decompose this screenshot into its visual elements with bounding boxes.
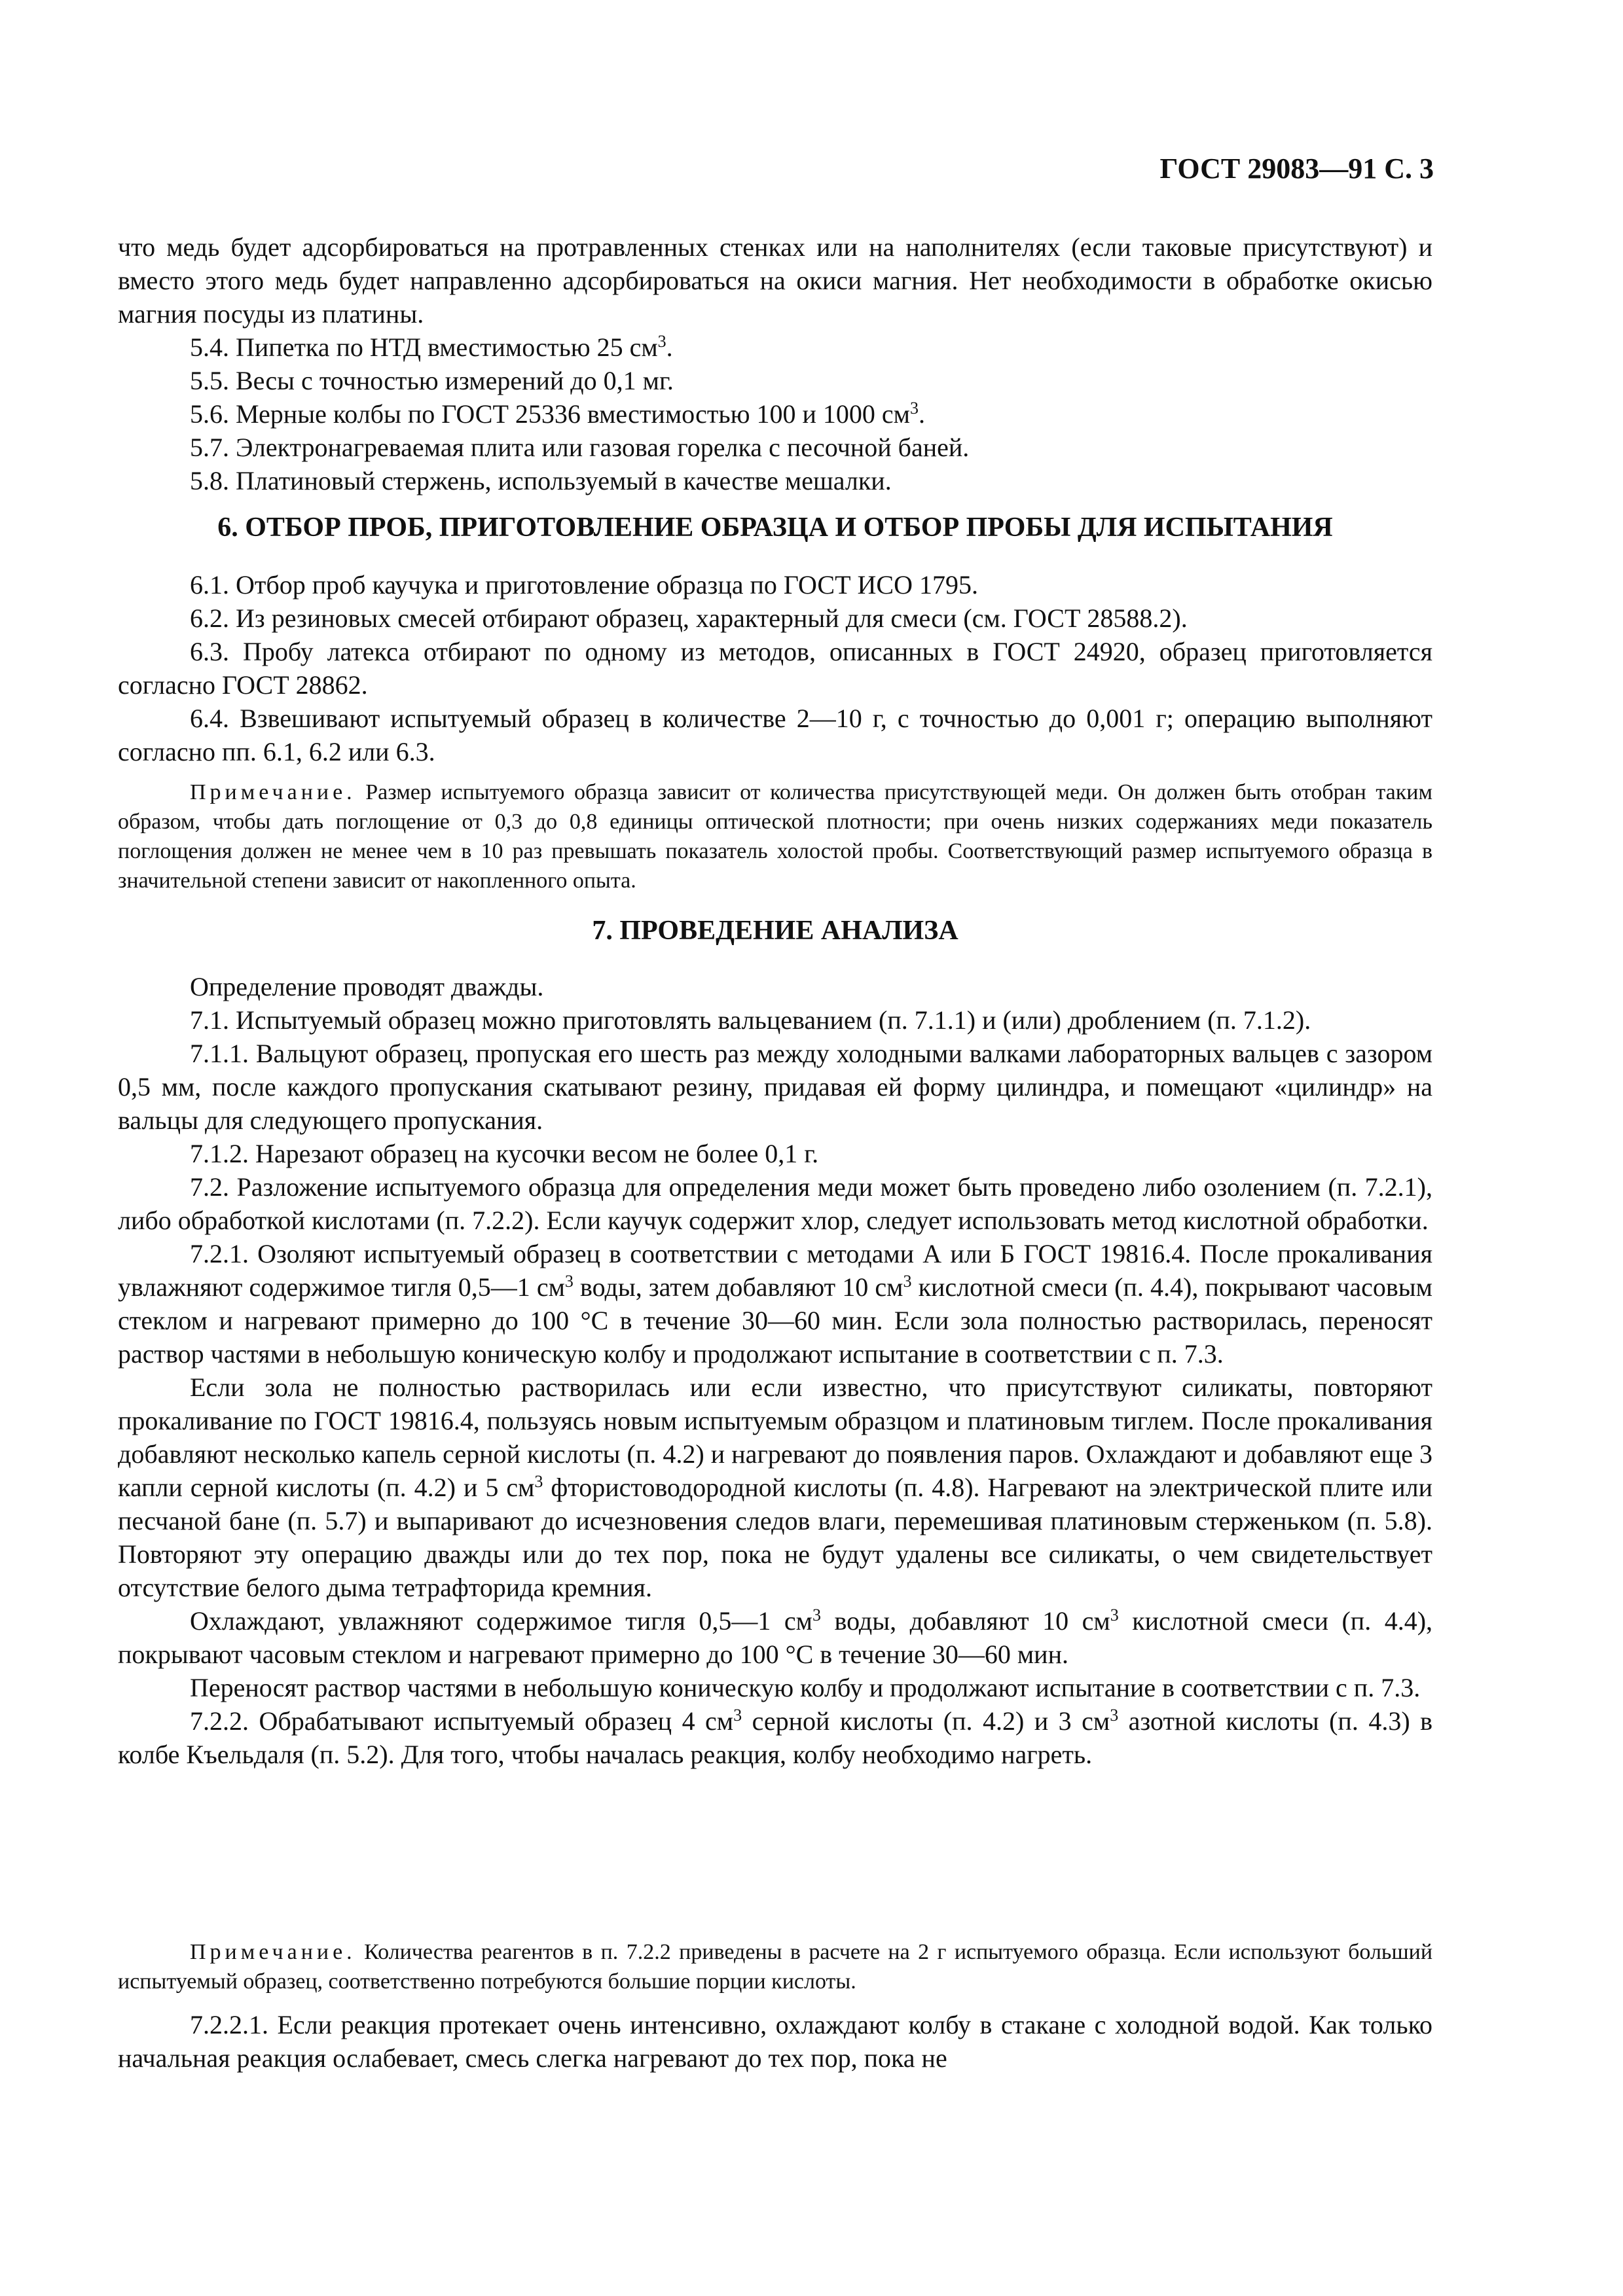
section-6-body: [118, 568, 1432, 768]
note-2-block: [118, 1937, 1432, 1996]
section-7-body: [118, 970, 1432, 1771]
paragraph-6-3: 6.3. Пробу латекса отбирают по одному из методов, описанных в ГОСТ 24920, образец приготовляется согласно ГОСТ 28862.: [118, 637, 1432, 700]
section-5-block: [118, 230, 1432, 497]
paragraph-7-2-1: 7.2.1. Озоляют испытуемый образец в соответствии с методами А или Б ГОСТ 19816.4. После прокаливания увлажняют содержимое тигля 0,5—1 $см^3$ воды, затем добавляют 10 $см^3$ кислотной смеси (п. 4.4), покрывают часовым стеклом и нагревают примерно до 100 °С в течение 30—60 мин. Если зола полностью растворилась, переносят раствор частями в небольшую коническую колбу и продолжают испытание в соответствии с п. 7.3.: [118, 1239, 1432, 1369]
section-7-heading-block: [118, 914, 1432, 948]
section-6-block: [118, 511, 1432, 545]
note-1: Примечание. Размер испытуемого образца зависит от количества присутствующей меди. Он должен быть отобран таким образом, чтобы дать поглощение от 0,3 до 0,8 единицы оптической плотности; при очень низких содержаниях меди показатель поглощения должен не менее чем в 10 раз превышать показатель холостой пробы. Соответствующий размер испытуемого образца в значительной степени зависит от накопленного опыта.: [118, 780, 1432, 893]
paragraph-5-8: 5.8. Платиновый стержень, используемый в качестве мешалки.: [190, 466, 892, 495]
section-7-heading: 7. ПРОВЕДЕНИЕ АНАЛИЗА: [592, 916, 958, 946]
paragraph-5-7: 5.7. Электронагреваемая плита или газовая горелка с песочной баней.: [190, 433, 970, 462]
paragraph-7-1-1: 7.1.1. Вальцуют образец, пропуская его шесть раз между холодными валками лабораторных вальцев с зазором 0,5 мм, после каждого пропускания скатывают резину, придавая ей форму цилиндра, и помещают «цилиндр» на вальцы для следующего пропускания.: [118, 1039, 1432, 1135]
paragraph-6-2: 6.2. Из резиновых смесей отбирают образец, характерный для смеси (см. ГОСТ 28588.2).: [190, 603, 1188, 633]
paragraph-7-1-2: 7.1.2. Нарезают образец на кусочки весом не более 0,1 г.: [190, 1139, 819, 1168]
paragraph-7-2-1-cooling: Охлаждают, увлажняют содержимое тигля 0,5—1 $см^3$ воды, добавляют 10 $см^3$ кислотной смеси (п. 4.4), покрывают часовым стеклом и нагревают примерно до 100 °С в течение 30—60 мин.: [118, 1605, 1433, 1669]
paragraph-6-4: 6.4. Взвешивают испытуемый образец в количестве 2—10 г, с точностью до 0,001 г; операцию выполняют согласно пп. 6.1, 6.2 или 6.3.: [118, 704, 1432, 766]
note-1-block: [118, 778, 1432, 895]
note-label: Примечание.: [190, 780, 356, 804]
paragraph-5-6: 5.6. Мерные колбы по ГОСТ 25336 вместимостью 100 и 1000 $см^3$.: [190, 399, 925, 429]
page-header: ГОСТ 29083—91 С. 3: [1159, 152, 1434, 185]
paragraph-7-1: 7.1. Испытуемый образец можно приготовлять вальцеванием (п. 7.1.1) и (или) дроблением (п. 7.1.2).: [190, 1005, 1311, 1035]
paragraph-7-2-1-silicates: Если зола не полностью растворилась или если известно, что присутствуют силикаты, повторяют прокаливание по ГОСТ 19816.4, пользуясь новым испытуемым образцом и платиновым тиглем. После прокаливания добавляют несколько капель серной кислоты (п. 4.2) и нагревают до появления паров. Охлаждают и добавляют еще 3 капли серной кислоты (п. 4.2) и 5 $см^3$ фтористоводородной кислоты (п. 4.8). Нагревают на электрической плите или песчаной бане (п. 5.7) и выпаривают до исчезновения следов влаги, перемешивая платиновым стерженьком (п. 5.8). Повторяют эту операцию дважды или до тех пор, пока не будут удалены все силикаты, о чем свидетельствует отсутствие белого дыма тетрафторида кремния.: [118, 1372, 1432, 1602]
note-label: Примечание.: [190, 1940, 356, 1964]
section-6-heading: 6. ОТБОР ПРОБ, ПРИГОТОВЛЕНИЕ ОБРАЗЦА И ОТБОР ПРОБЫ ДЛЯ ИСПЫТАНИЯ: [217, 512, 1333, 543]
paragraph-5-3-continuation: что медь будет адсорбироваться на протравленных стенках или на наполнителях (если таковые присутствуют) и вместо этого медь будет направленно адсорбироваться на окиси магния. Нет необходимости в обработке окисью магния посуды из платины.: [118, 232, 1432, 329]
note-2: Примечание. Количества реагентов в п. 7.2.2 приведены в расчете на 2 г испытуемого образца. Если используют больший испытуемый образец, соответственно потребуются большие порции кислоты.: [118, 1940, 1433, 1994]
section-7-tail: [118, 2008, 1432, 2075]
paragraph-5-5: 5.5. Весы с точностью измерений до 0,1 мг.: [190, 366, 674, 395]
paragraph-7-2: 7.2. Разложение испытуемого образца для определения меди может быть проведено либо озолением (п. 7.2.1), либо обработкой кислотами (п. 7.2.2). Если каучук содержит хлор, следует использовать метод кислотной обработки.: [118, 1172, 1432, 1235]
paragraph-6-1: 6.1. Отбор проб каучука и приготовление образца по ГОСТ ИСО 1795.: [190, 570, 978, 600]
paragraph-5-4: 5.4. Пипетка по НТД вместимостью 25 $см^3$.: [190, 332, 673, 362]
paragraph-7-intro: Определение проводят дважды.: [190, 972, 544, 1001]
paragraph-7-2-2-1: 7.2.2.1. Если реакция протекает очень интенсивно, охлаждают колбу в стакане с холодной водой. Как только начальная реакция ослабевает, смесь слегка нагревают до тех пор, пока не: [118, 2010, 1432, 2073]
paragraph-7-2-1-transfer: Переносят раствор частями в небольшую коническую колбу и продолжают испытание в соответствии с п. 7.3.: [190, 1673, 1421, 1702]
paragraph-7-2-2: 7.2.2. Обрабатывают испытуемый образец 4 $см^3$ серной кислоты (п. 4.2) и 3 $см^3$ азотной кислоты (п. 4.3) в колбе Къельдаля (п. 5.2). Для того, чтобы началась реакция, колбу необходимо нагреть.: [118, 1706, 1433, 1769]
